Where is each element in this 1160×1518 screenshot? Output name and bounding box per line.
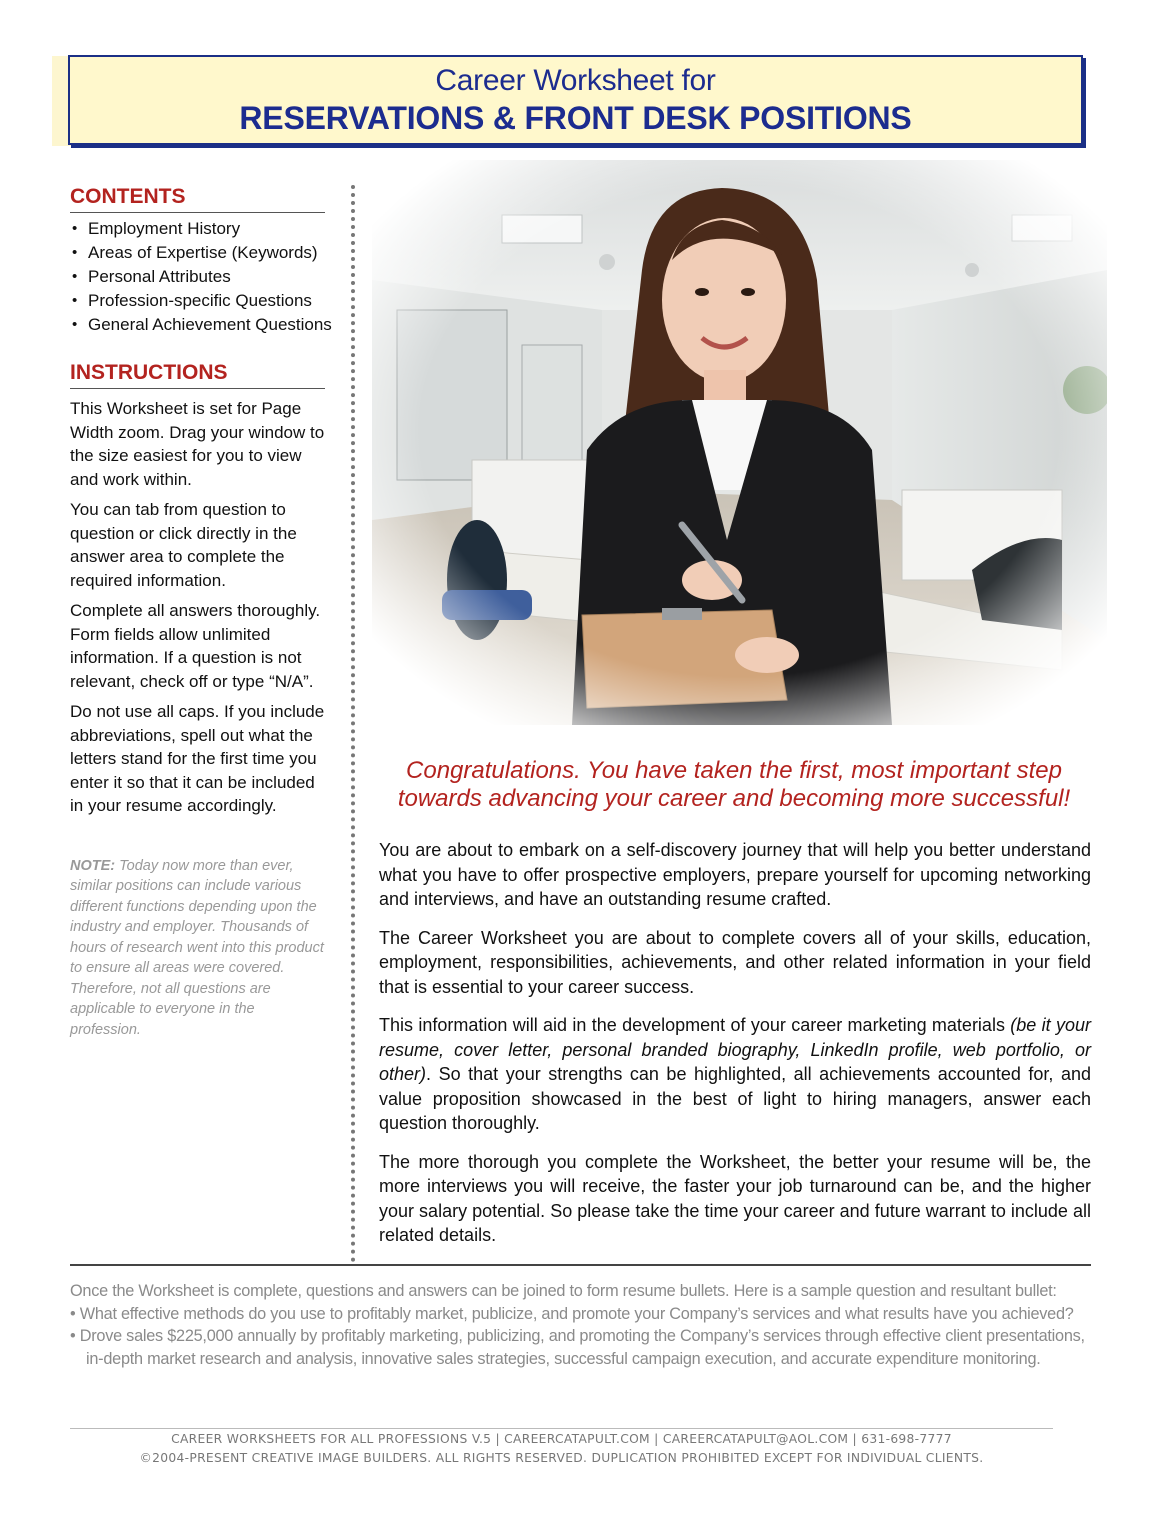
intro-paragraph — [379, 1013, 1091, 1136]
instructions-heading: INSTRUCTIONS — [70, 361, 325, 389]
paragraph-text: . So that your strengths can be highlighted, all achievements accounted for, and value proposition showcased in the best of light to hiring managers, answer each question thoroughly. — [379, 1064, 1091, 1133]
instruction-paragraph: You can tab from question to question or click directly in the answer area to complete the required information. — [70, 500, 297, 590]
contents-list — [70, 217, 332, 337]
intro-text — [379, 838, 1091, 1262]
sample-bullet-line: • Drove sales $225,000 annually by profitably marketing, publicizing, and promoting the Company’s services through effective client presentations, — [70, 1327, 1085, 1345]
instruction-paragraph: Do not use all caps. If you include abbreviations, spell out what the letters stand for the first time you enter it so that it can be included in your resume accordingly. — [70, 702, 325, 815]
photo-businesswoman-clipboard — [372, 160, 1107, 725]
contents-item-profession-questions: • Profession-specific Questions — [70, 289, 325, 313]
sample-bullet-section — [70, 1280, 1100, 1370]
instruction-paragraph: This Worksheet is set for Page Width zoom. Drag your window to the size easiest for you to view and work within. — [70, 399, 325, 489]
title-banner — [68, 55, 1083, 145]
sidebar — [70, 185, 332, 1040]
title-line-2: RESERVATIONS & FRONT DESK POSITIONS — [239, 100, 912, 136]
congratulations-message: Congratulations. You have taken the first, most important step towards advancing your career and becoming more successful! — [397, 757, 1071, 812]
contents-item-areas-of-expertise: • Areas of Expertise (Keywords) — [70, 241, 325, 265]
section-divider — [70, 1264, 1091, 1266]
contents-item-personal-attributes: • Personal Attributes — [70, 265, 325, 289]
instruction-paragraph: Complete all answers thoroughly. Form fields allow unlimited information. If a question is not relevant, check off or type “N/A”. — [70, 601, 321, 691]
intro-paragraph: The more thorough you complete the Worksheet, the better your resume will be, the more interviews you will receive, the faster your job turnaround can be, and the higher your salary potential. So please take the time your career and future warrant to include all related details. — [379, 1151, 1091, 1245]
paragraph-text: This information will aid in the development of your career marketing materials — [379, 1015, 1011, 1035]
footer-contact: CAREER WORKSHEETS FOR ALL PROFESSIONS V.5 | CAREERCATAPULT.COM | CAREERCATAPULT@AOL.COM | 631-698-7777 — [171, 1432, 952, 1446]
note-label: NOTE: — [70, 857, 116, 874]
instructions — [70, 397, 325, 818]
contents-item-employment-history: • Employment History — [70, 217, 325, 241]
sample-question: • What effective methods do you use to profitably market, publicize, and promote your Company’s services and what results have you achieved? — [70, 1304, 1074, 1323]
paragraph-italic-text: (be it your resume, cover letter, personal branded biography, LinkedIn profile, web portfolio, or other) — [379, 1015, 1091, 1084]
column-divider — [351, 185, 355, 1263]
footer-copyright: ©2004-PRESENT CREATIVE IMAGE BUILDERS. ALL RIGHTS RESERVED. DUPLICATION PROHIBITED EXCEPT FOR INDIVIDUAL CLIENTS. — [139, 1451, 984, 1465]
note — [70, 856, 325, 1041]
intro-paragraph: The Career Worksheet you are about to complete covers all of your skills, education, employment, responsibilities, achievements, and other related information in your field that is essential to your career success. — [379, 927, 1091, 997]
title-line-1: Career Worksheet for — [435, 64, 716, 97]
sample-intro: Once the Worksheet is complete, questions and answers can be joined to form resume bullets. Here is a sample question and resultant bullet: — [70, 1282, 1057, 1300]
note-text: Today now more than ever, similar positions can include various different functions depending upon the industry and employer. Thousands of hours of research went into this product to ensure all areas were covered. Therefore, not all questions are applicable to everyone in the profession. — [70, 857, 324, 1038]
sample-bullet-line: in-depth market research and analysis, innovative sales strategies, successful campaign execution, and accurate expenditure monitoring. — [86, 1349, 1041, 1368]
contents-item-general-achievement: • General Achievement Questions — [70, 313, 325, 337]
intro-paragraph: You are about to embark on a self-discovery journey that will help you better understand what you have to offer prospective employers, prepare yourself for upcoming networking and interviews, and have an outstanding resume crafted. — [379, 840, 1091, 909]
contents-heading: CONTENTS — [70, 185, 325, 213]
footer — [70, 1430, 1053, 1468]
footer-divider — [70, 1428, 1053, 1429]
